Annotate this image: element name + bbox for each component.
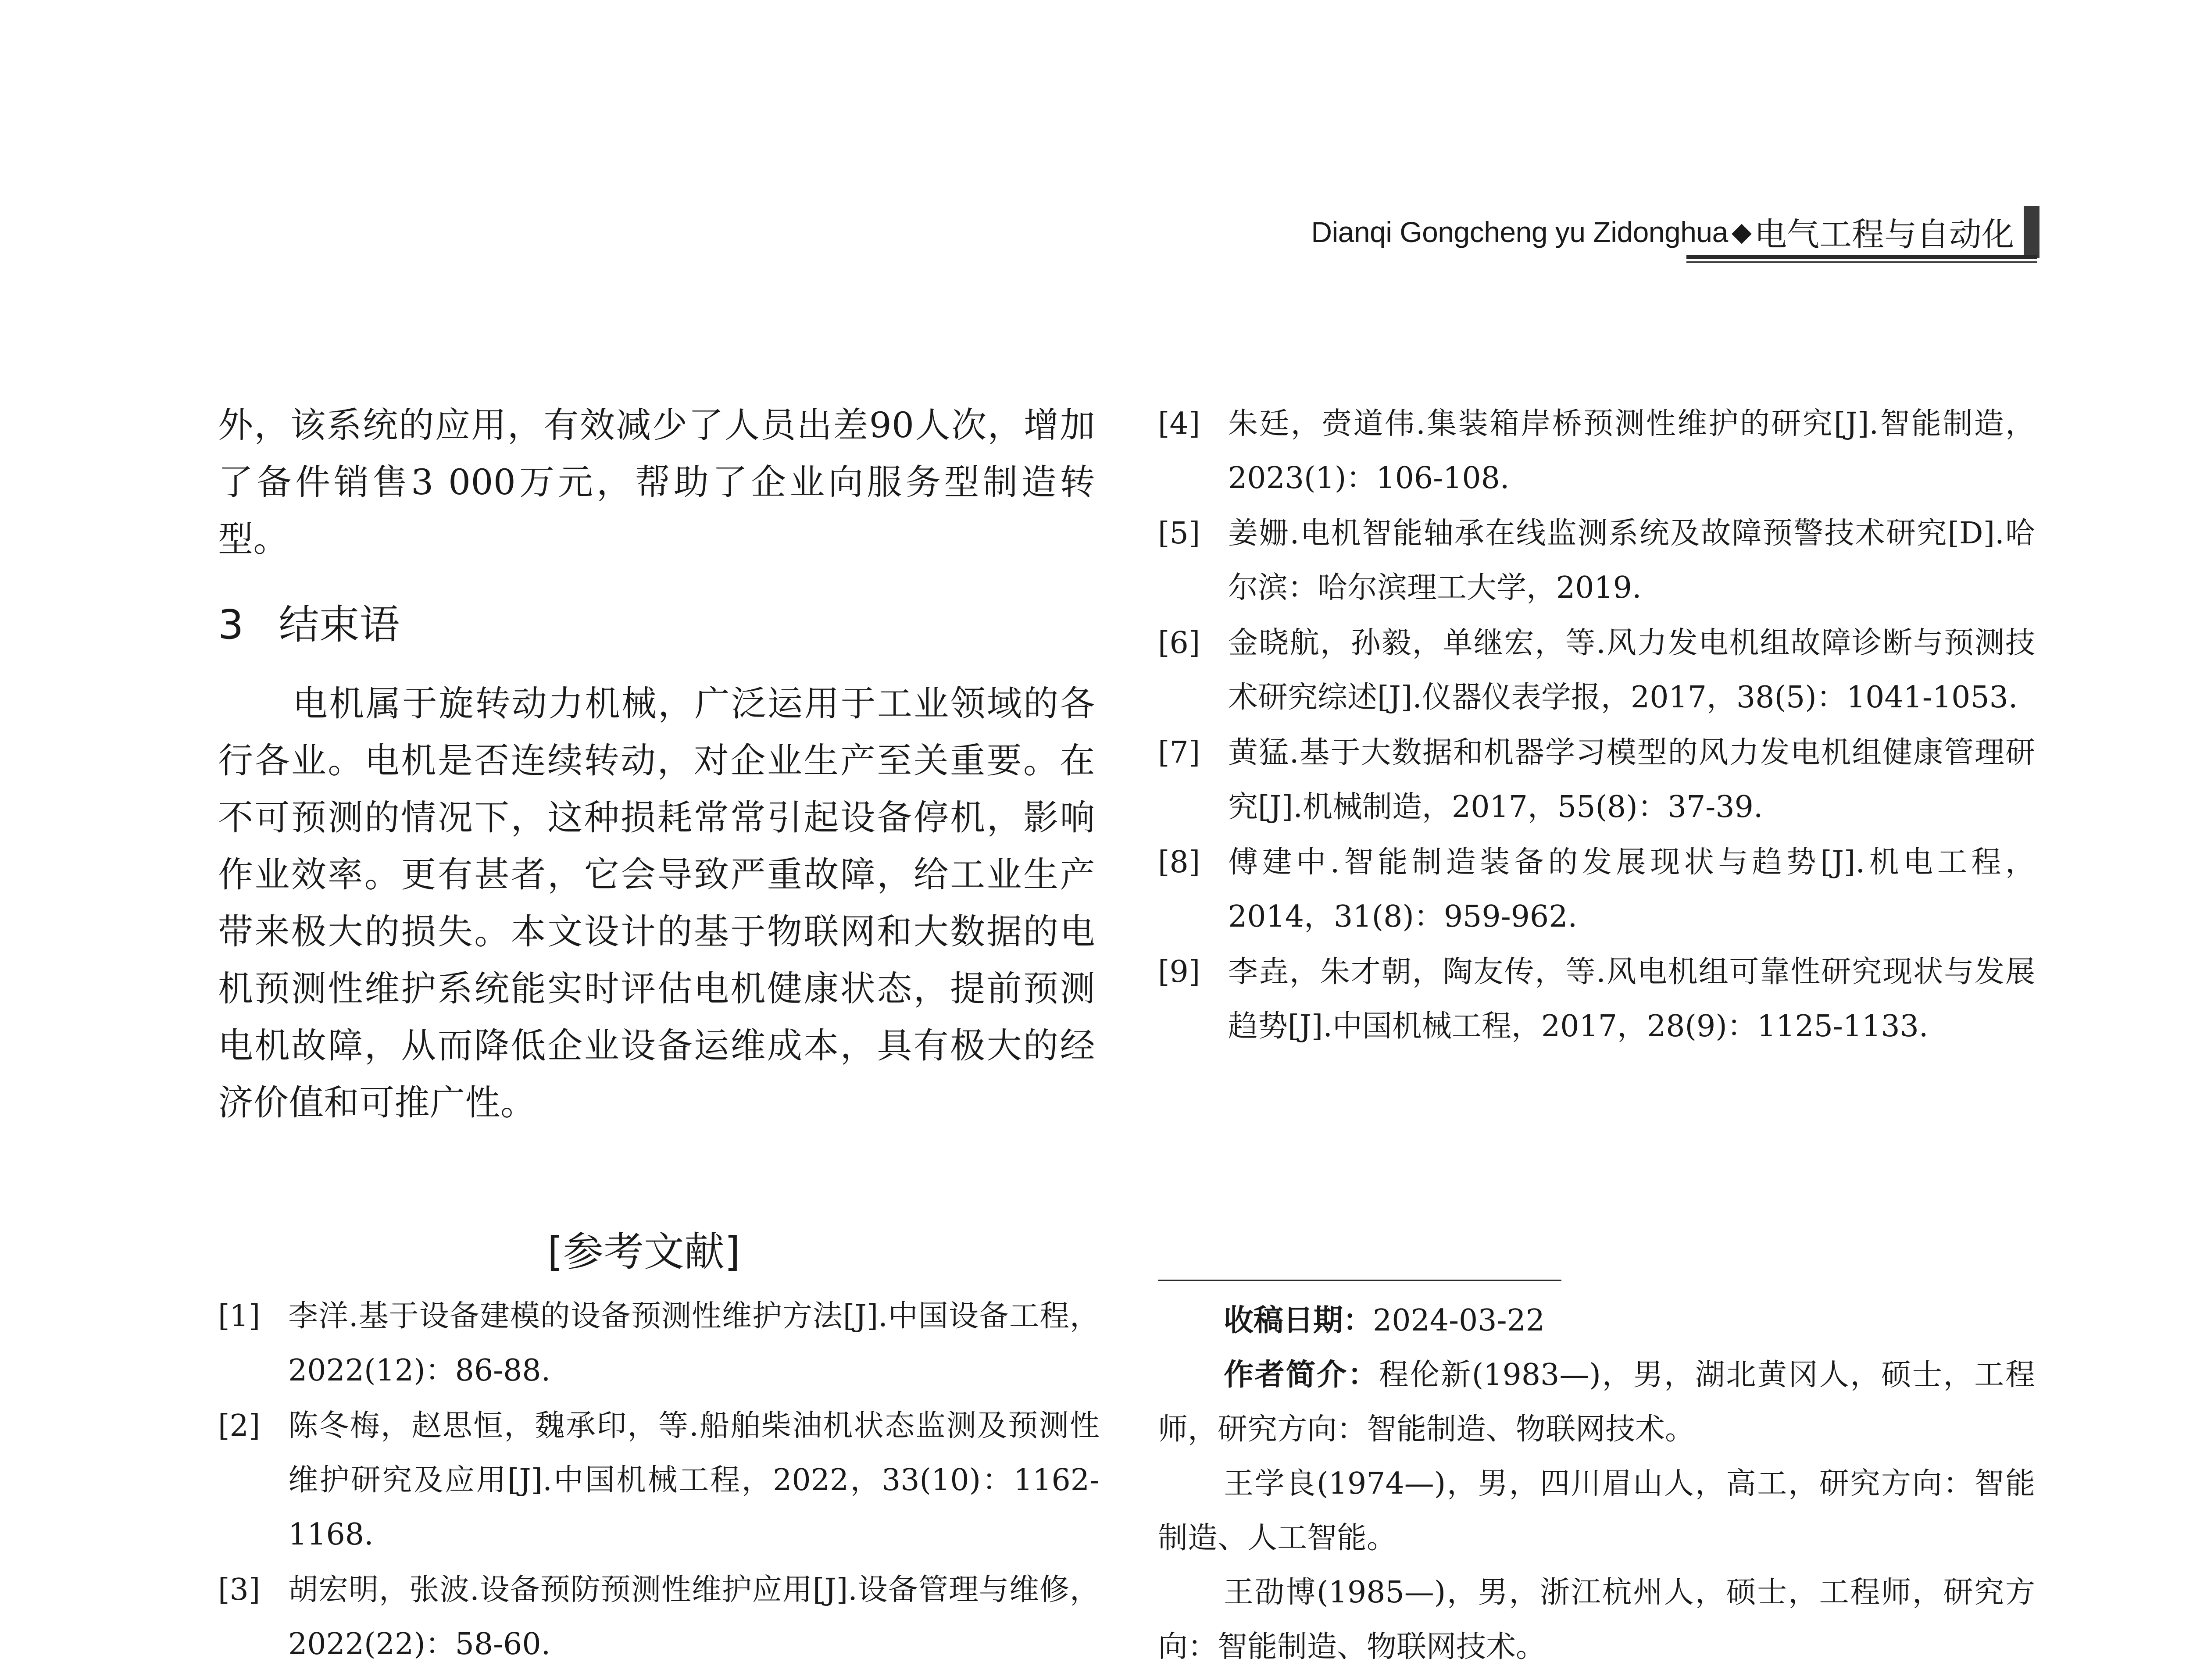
received-label: 收稿日期： bbox=[1224, 1303, 1373, 1338]
author-1-text: 程伦新(1983—)，男，湖北黄冈人，硕士，工程师，研究方向：智能制造、物联网技术。 bbox=[1158, 1358, 2035, 1447]
author-bio-1 bbox=[1158, 1348, 2035, 1457]
reference-number: [8] bbox=[1158, 845, 1200, 880]
reference-number: [3] bbox=[218, 1573, 261, 1607]
reference-number: [2] bbox=[218, 1409, 261, 1443]
reference-text: 胡宏明，张波.设备预防预测性维护应用[J].设备管理与维修，2022(22)：58-60. bbox=[288, 1573, 1100, 1662]
reference-text: 朱廷，赍道伟.集装箱岸桥预测性维护的研究[J].智能制造，2023(1)：106-108. bbox=[1228, 407, 2035, 496]
reference-text: 黄猛.基于大数据和机器学习模型的风力发电机组健康管理研究[J].机械制造，2017，55(8)：37-39. bbox=[1228, 735, 2035, 824]
section-heading bbox=[218, 596, 400, 653]
diamond-icon: ◆ bbox=[1731, 217, 1752, 247]
reference-text: 陈冬梅，赵思恒，魏承印，等.船舶柴油机状态监测及预测性维护研究及应用[J].中国机械工程，2022，33(10)：1162-1168. bbox=[288, 1409, 1100, 1552]
reference-item bbox=[218, 1399, 1100, 1562]
author-bio-3: 王劭博(1985—)，男，浙江杭州人，硕士，工程师，研究方向：智能制造、物联网技术。 bbox=[1158, 1575, 2035, 1664]
reference-list-right bbox=[1158, 397, 2035, 1055]
running-header bbox=[1202, 206, 2039, 258]
section-title: 结束语 bbox=[279, 601, 400, 648]
reference-number: [9] bbox=[1158, 955, 1200, 989]
footnote bbox=[1158, 1294, 2035, 1674]
reference-item bbox=[218, 1289, 1100, 1398]
reference-number: [5] bbox=[1158, 516, 1200, 551]
received-date-line bbox=[1158, 1294, 2035, 1348]
reference-item bbox=[1158, 726, 2035, 835]
reference-item bbox=[1158, 945, 2035, 1054]
received-date: 2024-03-22 bbox=[1373, 1303, 1545, 1338]
reference-text: 金晓航，孙毅，单继宏，等.风力发电机组故障诊断与预测技术研究综述[J].仪器仪表学报，2017，38(5)：1041-1053. bbox=[1228, 626, 2035, 715]
section-number: 3 bbox=[218, 601, 244, 648]
author-label: 作者简介： bbox=[1224, 1358, 1379, 1392]
reference-number: [1] bbox=[218, 1299, 261, 1334]
reference-item bbox=[1158, 506, 2035, 615]
reference-number: [7] bbox=[1158, 735, 1200, 770]
intro-paragraph: 外，该系统的应用，有效减少了人员出差90人次，增加了备件销售3 000万元，帮助了企业向服务型制造转型。 bbox=[218, 405, 1095, 560]
journal-pinyin-title: Dianqi Gongcheng yu Zidonghua bbox=[1311, 216, 1728, 248]
reference-text: 李垚，朱才朝，陶友传，等.风电机组可靠性研究现状与发展趋势[J].中国机械工程，2017，28(9)：1125-1133. bbox=[1228, 955, 2035, 1044]
reference-text: 傅建中.智能制造装备的发展现状与趋势[J].机电工程，2014，31(8)：959-962. bbox=[1228, 845, 2035, 934]
author-bio-2: 王学良(1974—)，男，四川眉山人，高工，研究方向：智能制造、人工智能。 bbox=[1158, 1466, 2035, 1555]
footnote-rule bbox=[1158, 1280, 1561, 1281]
header-marker-block bbox=[2024, 206, 2039, 258]
header-rule-thick bbox=[1686, 255, 2037, 259]
header-rule-thin bbox=[1686, 261, 2037, 263]
references-heading: [参考文献] bbox=[547, 1228, 740, 1275]
reference-text: 李洋.基于设备建模的设备预测性维护方法[J].中国设备工程，2022(12)：86-88. bbox=[288, 1299, 1100, 1388]
reference-number: [4] bbox=[1158, 407, 1200, 441]
reference-list-left bbox=[218, 1289, 1100, 1673]
reference-item bbox=[1158, 835, 2035, 944]
reference-item bbox=[1158, 397, 2035, 506]
reference-text: 姜姗.电机智能轴承在线监测系统及故障预警技术研究[D].哈尔滨：哈尔滨理工大学，2019. bbox=[1228, 516, 2035, 605]
journal-title: 电气工程与自动化 bbox=[1754, 216, 2014, 253]
reference-item bbox=[218, 1563, 1100, 1672]
reference-item bbox=[1158, 616, 2035, 725]
conclusion-paragraph: 电机属于旋转动力机械，广泛运用于工业领域的各行各业。电机是否连续转动，对企业生产至关重要。在不可预测的情况下，这种损耗常常引起设备停机，影响作业效率。更有甚者，它会导致严重故障，给工业生产带来极大的损失。本文设计的基于物联网和大数据的电机预测性维护系统能实时评估电机健康状态，提前预测电机故障，从而降低企业设备运维成本，具有极大的经济价值和可推广性。 bbox=[218, 683, 1095, 1123]
reference-number: [6] bbox=[1158, 626, 1200, 660]
